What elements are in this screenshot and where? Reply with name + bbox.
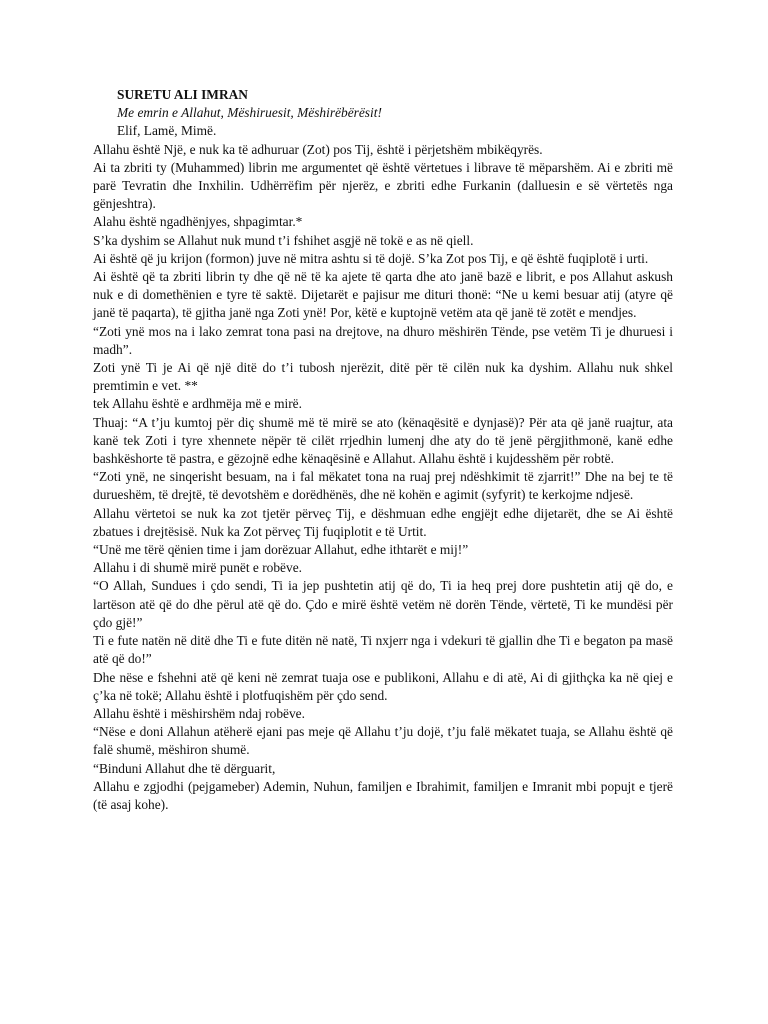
paragraph: Allahu është i mëshirshëm ndaj robëve. — [93, 705, 305, 721]
paragraph: Allahu i di shumë mirë punët e robëve. — [93, 560, 302, 576]
paragraph: “Zoti ynë, ne sinqerisht besuam, na i fal mëkatet tona na ruaj prej ndëshkimit të zjarrit!” Dhe na bej te të durueshëm, të drejtë, të devotshëm e dorëdhënës, dhe në kohën e agimit (syfyrit) te kerkojme ndjesë. — [93, 469, 673, 503]
paragraph: Ai ta zbriti ty (Muhammed) librin me argumentet që është vërtetues i librave të mëparshëm. Ai e zbriti më parë Tevratin dhe Inxhilin. Udhërrëfim për njerëz, e zbriti edhe Furkanin (dalluesin e së vërtetës nga gënjeshtra). — [93, 159, 673, 212]
paragraph: Allahu vërtetoi se nuk ka zot tjetër përveç Tij, e dëshmuan edhe engjëjt edhe dijetarët, dhe se Ai është zbatues i drejtësisë. Nuk ka Zot përveç Tij fuqiplotit e të Urtit. — [93, 505, 673, 539]
paragraph: Dhe nëse e fshehni atë që keni në zemrat tuaja ose e publikoni, Allahu e di atë, Ai di gjithçka ka në qiej e ç’ka në tokë; Allahu është i plotfuqishëm për çdo send. — [93, 669, 673, 703]
paragraph: Ai është që ju krijon (formon) juve në mitra ashtu si të dojë. S’ka Zot pos Tij, e që është fuqiplotë i urti. — [93, 250, 649, 266]
paragraph: “O Allah, Sundues i çdo sendi, Ti ia jep pushtetin atij që do, Ti ia heq prej dore pushtetin atij që do, e lartëson atë që do dhe përul atë që do. Çdo e mirë është vetëm në dorën Tënde, vërtetë, Ti ke mundësi për çdo gjë!” — [93, 578, 673, 630]
basmala-subtitle: Me emrin e Allahut, Mëshiruesit, Mëshirëbërësit! — [117, 105, 382, 121]
paragraph: Allahu e zgjodhi (pejgameber) Ademin, Nuhun, familjen e Ibrahimit, familjen e Imranit mbi popujt e tjerë (të asaj kohe). — [93, 778, 673, 812]
paragraph: “Nëse e doni Allahun atëherë ejani pas meje që Allahu t’ju dojë, t’ju falë mëkatet tuaja, se Allahu është që falë shumë, mëshiron shumë. — [93, 724, 673, 758]
document-page — [93, 86, 673, 814]
paragraph: Thuaj: “A t’ju kumtoj për diç shumë më të mirë se ato (kënaqësitë e dynjasë)? Për ata që janë ruajtur, ata kanë tek Zoti i tyre xhennete nëpër të cilët rrjedhin lumenj dhe aty do të jenë përgjithmonë, kanë edhe bashkëshorte të pastra, e gëzojnë edhe kënaqësinë e Allahut. Allahu është i kujdesshëm për robtë. — [93, 414, 673, 467]
paragraph: Ti e fute natën në ditë dhe Ti e fute ditën në natë, Ti nxjerr nga i vdekuri të gjallin dhe Ti e begaton pa masë atë që do!” — [93, 633, 673, 667]
surah-title: SURETU ALI IMRAN — [117, 87, 248, 102]
paragraph: “Zoti ynë mos na i lako zemrat tona pasi na drejtove, na dhuro mëshirën Tënde, pse vetëm Ti je dhuruesi i madh”. — [93, 323, 673, 357]
paragraph: S’ka dyshim se Allahut nuk mund t’i fshihet asgjë në tokë e as në qiell. — [93, 232, 474, 248]
paragraph: tek Allahu është e ardhmëja më e mirë. — [93, 396, 302, 412]
paragraph: Alahu është ngadhënjyes, shpagimtar.* — [93, 214, 303, 230]
paragraph: “Binduni Allahut dhe të dërguarit, — [93, 760, 276, 776]
opening-letters: Elif, Lamë, Mimë. — [117, 123, 217, 139]
paragraph: Ai është që ta zbriti librin ty dhe që në të ka ajete të qarta dhe ato janë bazë e librit, e pos Allahut askush nuk e di domethënien e tyre të saktë. Dijetarët e pajisur me dituri thonë: “Ne u kemi besuar atij (atyre që janë të paqarta), të gjitha janë nga Zoti ynë! Por, këtë e kuptojnë vetëm ata që janë të zotët e mendjes. — [93, 269, 673, 321]
paragraph: Zoti ynë Ti je Ai që një ditë do t’i tubosh njerëzit, ditë për të cilën nuk ka dyshim. Allahu nuk shkel premtimin e vet. ** — [93, 360, 673, 394]
paragraph: “Unë me tërë qënien time i jam dorëzuar Allahut, edhe ithtarët e mij!” — [93, 542, 469, 558]
paragraph: Allahu është Një, e nuk ka të adhuruar (Zot) pos Tij, është i përjetshëm mbikëqyrës. — [93, 141, 543, 157]
